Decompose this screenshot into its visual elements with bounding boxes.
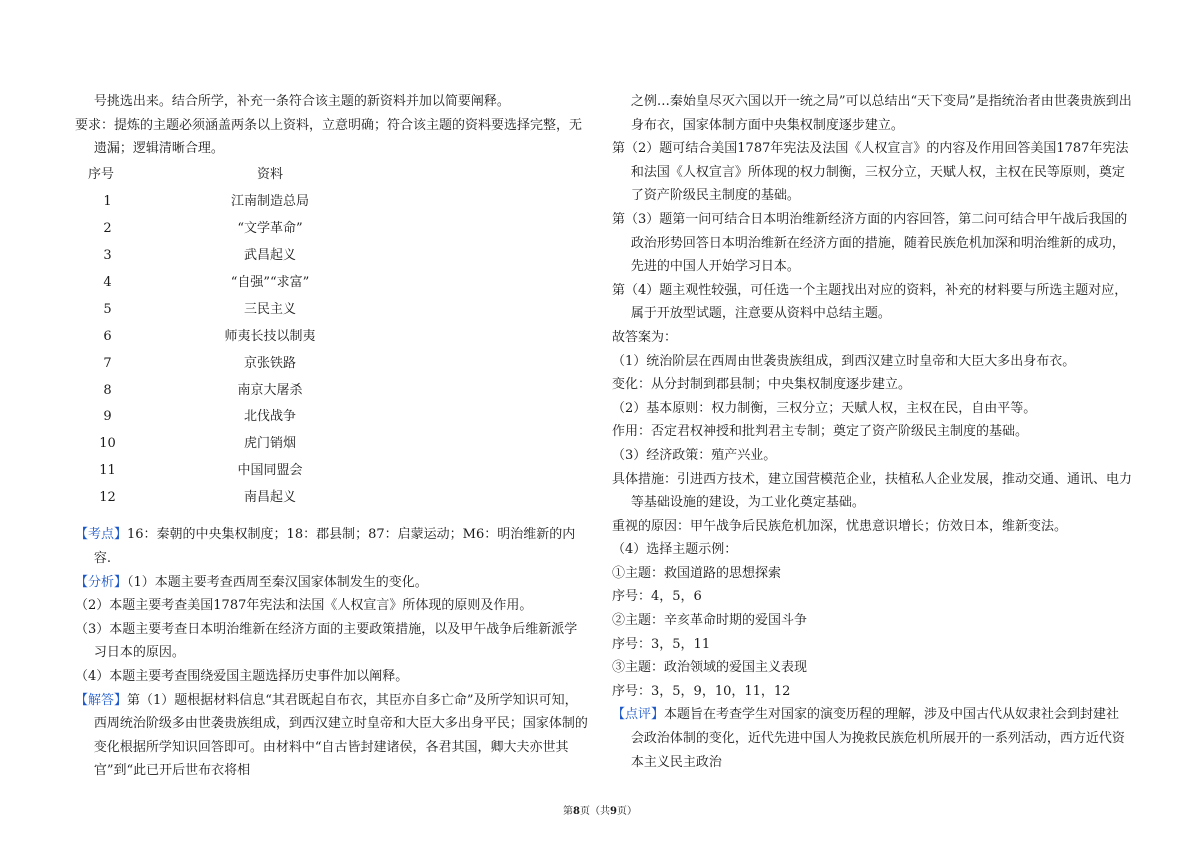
table-row (75, 216, 400, 243)
material-table (75, 162, 400, 512)
row-index: 9 (103, 409, 112, 425)
intro-continuation: 号挑选出来。结合所学，补充一条符合该主题的新资料并加以简要阐释。 (93, 94, 510, 109)
answer-paragraph: 第（3）题第一问可结合日本明治维新经济方面的内容回答，第二问可结合甲午战后我国的政治形势回答日本明治维新在经济方面的措施，随着民族危机加深和明治维新的成功，先进的中国人开始学习日本。 (612, 211, 1128, 275)
jieda-tag: 【解答】 (75, 692, 128, 708)
table-row (75, 350, 400, 377)
row-material: 中国同盟会 (237, 463, 303, 479)
kaodian-tag: 【考点】 (75, 527, 128, 543)
table-row (75, 189, 400, 216)
row-index: 7 (103, 355, 112, 371)
answer-paragraph: 第（4）题主观性较强，可任选一个主题找出对应的资料，补充的材料要与所选主题对应，属于开放型试题，注意要从资料中总结主题。 (612, 282, 1128, 322)
answer-paragraph: （1）统治阶层在西周由世袭贵族组成，到西汉建立时皇帝和大臣大多出身布衣。 (612, 353, 1076, 369)
answer-paragraph: （4）选择主题示例： (612, 542, 738, 558)
table-row (75, 296, 400, 323)
answer-paragraph: 第（2）题可结合美国1787年宪法及法国《人权宣言》的内容及作用回答美国1787年宪法和法国《人权宣言》所体现的权力制衡，三权分立，天赋人权，主权在民等原则，奠定了资产阶级民主制度的基础。 (612, 141, 1129, 204)
right-column (612, 90, 1132, 774)
table-row (75, 377, 400, 404)
row-material: 江南制造总局 (230, 194, 309, 210)
jieda-continuation: 之例…秦始皇尽灭六国以开一统之局”可以总结出“天下变局”是指统治者由世袭贵族到出身布衣，国家体制方面中央集权制度逐步建立。 (630, 94, 1132, 133)
page-number: 8 (573, 806, 580, 817)
answer-paragraph: ①主题：救国道路的思想探索 (612, 565, 782, 581)
table-row (75, 323, 400, 350)
table-row (75, 242, 400, 269)
answer-paragraph: ③主题：政治领域的爱国主义表现 (612, 660, 808, 676)
row-material: 三民主义 (243, 301, 296, 317)
answer-paragraph: （3）经济政策：殖产兴业。 (612, 447, 777, 463)
row-material: 虎门销烟 (243, 436, 296, 452)
row-material: “自强”“求富” (230, 274, 310, 290)
row-material: 南昌起义 (243, 490, 296, 506)
table-row (75, 431, 400, 458)
answer-paragraphs (612, 137, 1132, 703)
row-material: “文学革命” (237, 221, 303, 237)
header-material: 资料 (256, 167, 283, 183)
table-row (75, 404, 400, 431)
fenxi-item-2: （2）本题主要考查美国1787年宪法和法国《人权宣言》所体现的原则及作用。 (75, 598, 533, 614)
left-column (75, 90, 590, 783)
dianping-tag: 【点评】 (612, 707, 665, 723)
row-index: 6 (103, 328, 112, 344)
answer-paragraph: 变化：从分封制到郡县制；中央集权制度逐步建立。 (612, 377, 912, 393)
answer-paragraph: 作用：否定君权神授和批判君主专制；奠定了资产阶级民主制度的基础。 (612, 424, 1029, 440)
fenxi-tag: 【分析】 (75, 574, 128, 590)
row-material: 南京大屠杀 (237, 382, 303, 398)
row-index: 11 (99, 463, 116, 479)
table-row (75, 484, 400, 511)
row-index: 12 (99, 490, 116, 506)
row-material: 京张铁路 (243, 355, 296, 371)
page-footer: 第8页（共9页） (563, 806, 637, 817)
row-index: 4 (103, 274, 112, 290)
fenxi-section (75, 571, 590, 595)
dianping-text: 本题旨在考查学生对国家的演变历程的理解，涉及中国古代从奴隶社会到封建社会政治体制的变化，近代先进中国人为挽救民族危机所展开的一系列活动，西方近代资本主义民主政治 (630, 707, 1125, 770)
requirements: 要求：提炼的主题必须涵盖两条以上资料，立意明确；符合该主题的资料要选择完整，无遗漏；逻辑清晰合理。 (75, 117, 583, 157)
dianping-section (612, 703, 1132, 774)
row-index: 2 (103, 221, 112, 237)
kaodian-section (75, 523, 590, 570)
answer-paragraph: 故答案为： (612, 329, 678, 345)
answer-paragraph: 序号：4，5，6 (612, 589, 702, 605)
answer-paragraph: ②主题：辛亥革命时期的爱国斗争 (612, 613, 808, 629)
answer-paragraph: 重视的原因：甲午战争后民族危机加深，忧患意识增长；仿效日本，维新变法。 (612, 518, 1068, 534)
fenxi-item-4: （4）本题主要考查围绕爱国主题选择历史事件加以阐释。 (75, 668, 409, 684)
jieda-section (75, 689, 590, 783)
answer-paragraph: 序号：3，5，11 (612, 636, 711, 652)
answer-paragraph: 具体措施：引进西方技术，建立国营模范企业，扶植私人企业发展，推动交通、通讯、电力等基础设施的建设，为工业化奠定基础。 (612, 471, 1133, 511)
kaodian-text: 16：秦朝的中央集权制度；18：郡县制；87：启蒙运动；M6：明治维新的内容. (93, 527, 576, 566)
page-total: 9 (610, 806, 617, 817)
row-index: 8 (103, 382, 112, 398)
row-index: 3 (103, 248, 112, 264)
answer-paragraph: （2）基本原则：权力制衡，三权分立；天赋人权，主权在民，自由平等。 (612, 400, 1037, 416)
row-index: 1 (103, 194, 112, 210)
row-material: 北伐战争 (243, 409, 296, 425)
table-header-row (75, 162, 400, 189)
row-material: 武昌起义 (243, 248, 296, 264)
row-material: 师夷长技以制夷 (224, 328, 316, 344)
jieda-text: 第（1）题根据材料信息“其君既起自布衣，其臣亦自多亡命”及所学知识可知，西周统治阶级多由世袭贵族组成，到西汉建立时皇帝和大臣大多出身平民；国家体制的变化根据所学知识回答即可。由材料中“自古皆封建诸侯，各君其国，卿大夫亦世其官”到“此已开后世布衣将相 (93, 692, 588, 779)
row-index: 10 (99, 436, 116, 452)
table-row (75, 458, 400, 485)
fenxi-text: （1）本题主要考查西周至秦汉国家体制发生的变化。 (127, 574, 428, 590)
table-row (75, 269, 400, 296)
header-index: 序号 (88, 167, 115, 183)
answer-paragraph: 序号：3，5，9，10，11，12 (612, 683, 791, 699)
row-index: 5 (103, 301, 112, 317)
fenxi-item-3: （3）本题主要考查日本明治维新在经济方面的主要政策措施，以及甲午战争后维新派学习日本的原因。 (75, 621, 578, 661)
